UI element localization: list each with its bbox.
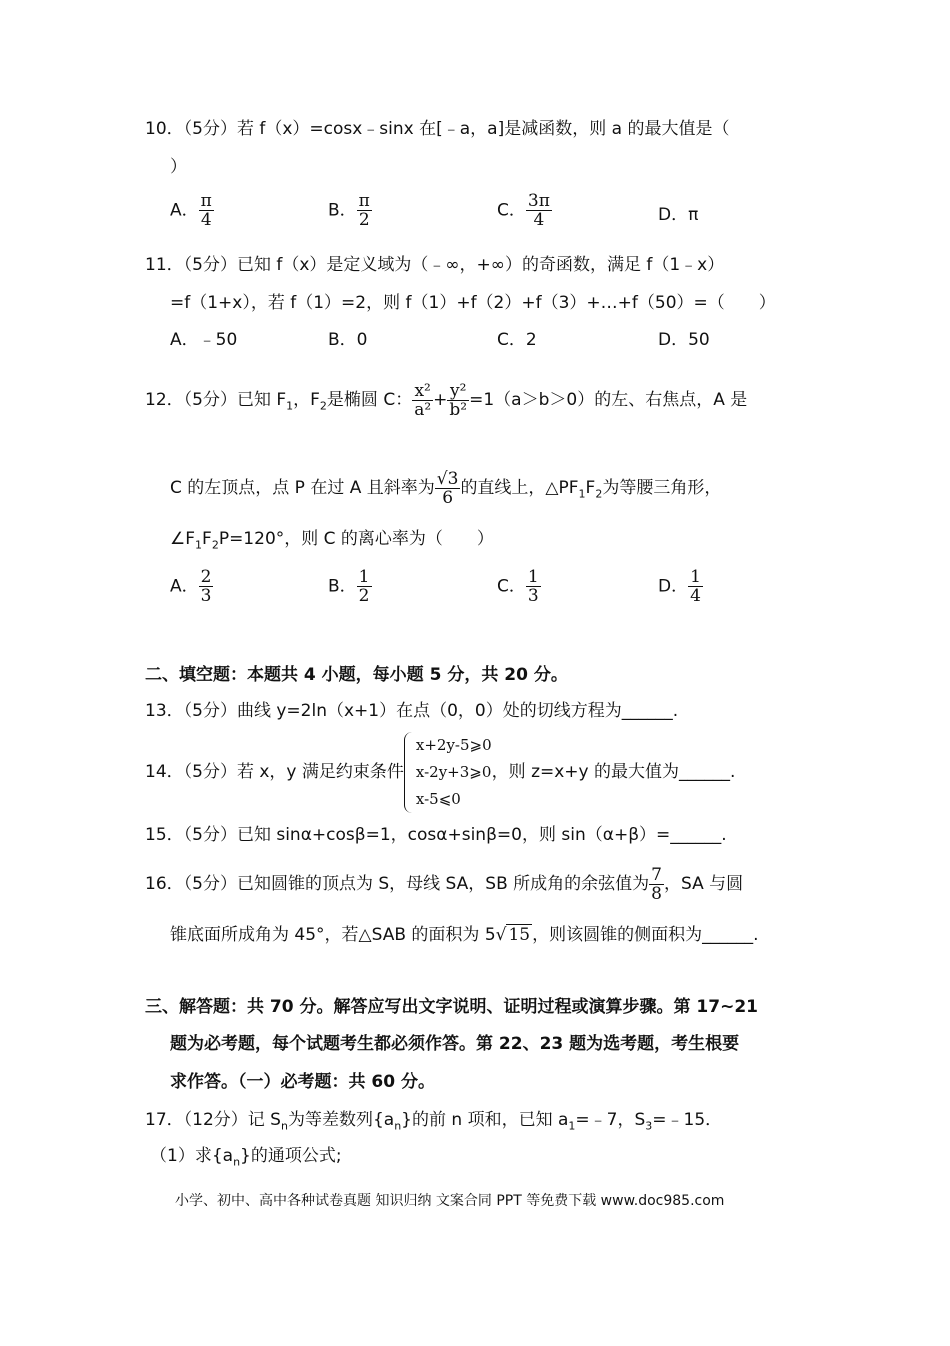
q11-option-a: A．﹣50 — [170, 330, 238, 350]
q10-line1: 10．（5分）若 f（x）=cosx﹣sinx 在[﹣a，a]是减函数，则 a 的最大值是（ — [145, 119, 730, 139]
section2-heading: 二、填空题：本题共 4 小题，每小题 5 分，共 20 分。 — [145, 665, 568, 685]
slope-fraction: $\frac{√3}{6}$ — [436, 468, 459, 508]
q16-line1: 16．（5分）已知圆锥的顶点为 S，母线 SA，SB 所成角的余弦值为 $\frac{7}{8}$ ，SA 与圆 — [145, 864, 744, 904]
ellipse-y-term: $\frac{\text{y²}}{\text{b²}}$ — [449, 380, 468, 420]
left-brace-icon — [404, 732, 415, 813]
q10-frac-b: $\frac{\pi}{2}$ — [358, 191, 370, 230]
q11-line2: =f（1+x），若 f（1）=2，则 f（1）+f（2）+f（3）+…+f（50）=（ ） — [170, 293, 776, 313]
q12-option-a: A． $\frac{2}{3}$ — [170, 567, 212, 606]
section3-line1: 三、解答题：共 70 分。解答应写出文字说明、证明过程或演算步骤。第 17~21 — [145, 997, 758, 1017]
q12-option-b: B． $\frac{1}{2}$ — [328, 567, 370, 606]
q10-frac-c: $\frac{3\pi}{4}$ — [527, 191, 550, 230]
q10-option-c: C． $\frac{3\pi}{4}$ — [497, 191, 550, 230]
q11-line1: 11．（5分）已知 f（x）是定义域为（﹣∞，+∞）的奇函数，满足 f（1﹣x） — [145, 255, 725, 275]
q10-option-d: D．π — [658, 205, 699, 225]
q11-option-d: D．50 — [658, 330, 710, 350]
q12-line3: $\angle F_1F_2P=120^\circ$，则 C 的离心率为（ ） — [170, 529, 494, 552]
q15: 15．（5分）已知 sinα+cosβ=1，cosα+sinβ=0，则 sin（α+β）=______. — [145, 825, 727, 845]
page-footer: 小学、初中、高中各种试卷真题 知识归纳 文案合同 PPT 等免费下载 www.doc985.com — [175, 1193, 725, 1209]
q10-option-a: A． $\frac{\pi}{4}$ — [170, 191, 212, 230]
q16-line2: 锥底面所成角为 45°，若△SAB 的面积为 5√ 15 ，则该圆锥的侧面积为______. — [170, 925, 759, 945]
q11-option-b: B．0 — [328, 330, 368, 350]
q10-option-b: B． $\frac{\pi}{2}$ — [328, 191, 370, 230]
q12-option-d: D． $\frac{1}{4}$ — [658, 567, 701, 606]
q17-part1: （1）求$\{a_n\}$的通项公式; — [150, 1146, 342, 1169]
q11-option-c: C．2 — [497, 330, 537, 350]
q12-line2: C 的左顶点，点 P 在过 A 且斜率为 $\frac{√3}{6}$ 的直线上，$\triangle PF_1F_2$为等腰三角形， — [170, 468, 722, 508]
section3-line3: 求作答。（一）必考题：共 60 分。 — [170, 1072, 435, 1092]
q10-line2: ） — [170, 157, 187, 177]
q14: 14．（5分）若 x，y 满足约束条件 x+2y-5⩾0 x-2y+3⩾0 x-5⩽0 ，则 z=x+y 的最大值为______. — [145, 730, 735, 814]
q17-line1: 17．（12分）记 $S_n$为等差数列$\{a_n\}$的前 n 项和，已知 $a_1=﹣7$，$S_3=﹣15$． — [145, 1110, 723, 1133]
section3-line2: 题为必考题，每个试题考生都必须作答。第 22、23 题为选考题，考生根要 — [170, 1034, 740, 1054]
q12-option-c: C． $\frac{1}{3}$ — [497, 567, 539, 606]
q10-frac-a: $\frac{\pi}{4}$ — [200, 191, 212, 230]
q13: 13．（5分）曲线 y=2ln（x+1）在点（0，0）处的切线方程为______. — [145, 701, 679, 721]
ellipse-x-term: $\frac{\text{x²}}{\text{a²}}$ — [414, 380, 432, 420]
q12-line1: 12．（5分）已知 $F_1$，$F_2$是椭圆 C： $\frac{\text{x²}}{\text{a²}}$ + $\frac{\text{y²}}{\text{b²}}$ =1（a＞b＞0）的左、右焦点，A 是 — [145, 380, 748, 420]
constraint-system: x+2y-5⩾0 x-2y+3⩾0 x-5⩽0 — [404, 732, 492, 813]
sqrt-15: √ 15 — [495, 925, 531, 945]
cos-fraction: $\frac{7}{8}$ — [651, 864, 662, 904]
